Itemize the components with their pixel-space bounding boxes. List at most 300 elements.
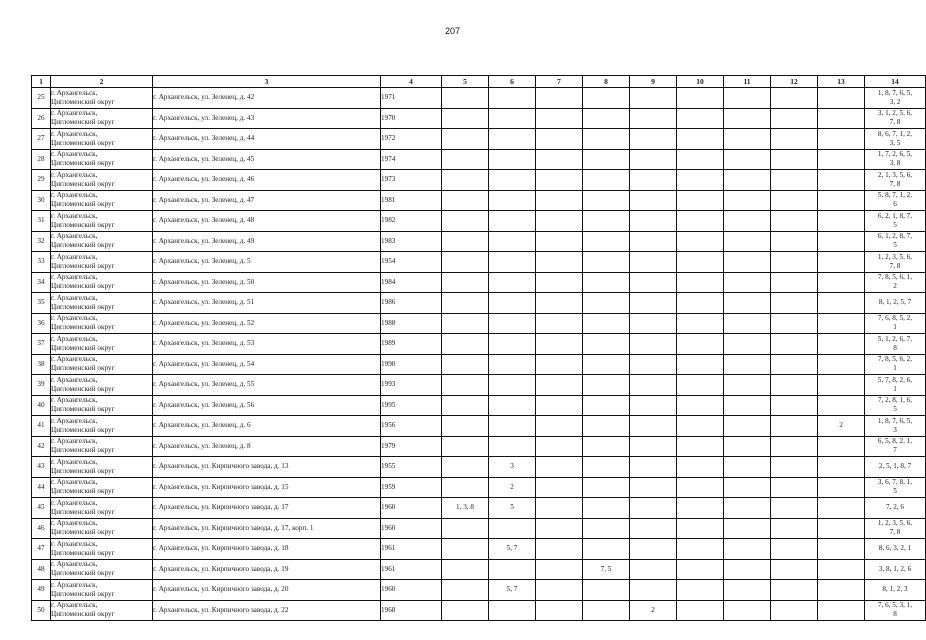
table-row <box>32 477 926 498</box>
value-cell-5 <box>442 190 489 211</box>
value-cell-10 <box>677 498 724 519</box>
table-row <box>32 211 926 232</box>
locality-line-city: г. Архангельск, <box>51 88 98 97</box>
table-row <box>32 518 926 539</box>
value-cell-5 <box>442 313 489 334</box>
locality-cell <box>51 375 153 396</box>
value-cell-9 <box>630 108 677 129</box>
sequence-line-1: 8, 1, 2, 3 <box>882 585 908 594</box>
value-cell-5 <box>442 272 489 293</box>
value-cell-13 <box>818 498 865 519</box>
value-cell-10 <box>677 457 724 478</box>
sequence-cell <box>865 313 926 334</box>
value-cell-6 <box>489 231 536 252</box>
value-cell-13 <box>818 539 865 560</box>
value-cell-12 <box>771 252 818 273</box>
table-row <box>32 170 926 191</box>
row-number-cell: 41 <box>32 416 51 437</box>
sequence-line-1: 3, 6, 7, 8, 1, <box>877 478 913 487</box>
locality-line-district: Цигломенский округ <box>51 384 115 393</box>
address-cell: г. Архангельск, ул. Зеленец, д. 5 <box>153 252 381 273</box>
sequence-cell <box>865 498 926 519</box>
address-cell: г. Архангельск, ул. Зеленец, д. 43 <box>153 108 381 129</box>
locality-line-district: Цигломенский округ <box>51 589 115 598</box>
value-cell-7 <box>536 334 583 355</box>
sequence-line-1: 8, 1, 2, 5, 7 <box>878 298 912 307</box>
sequence-line-1: 6, 1, 2, 8, 7, <box>877 232 913 241</box>
value-cell-7 <box>536 211 583 232</box>
value-cell-6 <box>489 272 536 293</box>
value-cell-7 <box>536 477 583 498</box>
row-number-cell: 39 <box>32 375 51 396</box>
value-cell-7 <box>536 559 583 580</box>
value-cell-13 <box>818 436 865 457</box>
locality-line-city: г. Архангельск, <box>51 560 98 569</box>
value-cell-5 <box>442 580 489 601</box>
value-cell-8 <box>583 149 630 170</box>
value-cell-6 <box>489 170 536 191</box>
value-cell-9 <box>630 436 677 457</box>
table-row <box>32 272 926 293</box>
value-cell-8 <box>583 88 630 109</box>
value-cell-9 <box>630 539 677 560</box>
value-cell-12 <box>771 88 818 109</box>
value-cell-11 <box>724 375 771 396</box>
value-cell-10 <box>677 252 724 273</box>
value-cell-7 <box>536 580 583 601</box>
value-cell-11 <box>724 559 771 580</box>
value-cell-10 <box>677 211 724 232</box>
sequence-line-1: 3, 1, 2, 5, 6, <box>877 109 913 118</box>
year-cell: 1961 <box>381 559 442 580</box>
value-cell-12 <box>771 354 818 375</box>
locality-line-city: г. Архангельск, <box>51 437 98 446</box>
row-number-cell: 47 <box>32 539 51 560</box>
value-cell-8 <box>583 436 630 457</box>
value-cell-13 <box>818 334 865 355</box>
row-number-cell: 31 <box>32 211 51 232</box>
value-cell-5 <box>442 231 489 252</box>
row-number-cell: 42 <box>32 436 51 457</box>
year-cell: 1971 <box>381 88 442 109</box>
row-number-cell: 45 <box>32 498 51 519</box>
sequence-line-1: 8, 6, 3, 2, 1 <box>878 544 912 553</box>
locality-cell <box>51 190 153 211</box>
value-cell-10 <box>677 231 724 252</box>
sequence-line-2: 3 <box>893 425 897 434</box>
value-cell-5 <box>442 600 489 621</box>
sequence-line-1: 2, 5, 1, 8, 7 <box>878 462 912 471</box>
year-cell: 1989 <box>381 334 442 355</box>
sequence-line-2: 3, 5 <box>889 138 901 147</box>
value-cell-13 <box>818 313 865 334</box>
value-cell-10 <box>677 416 724 437</box>
value-cell-11 <box>724 416 771 437</box>
table-row <box>32 293 926 314</box>
value-cell-9 <box>630 375 677 396</box>
locality-cell <box>51 354 153 375</box>
locality-line-city: г. Архангельск, <box>51 539 98 548</box>
value-cell-10 <box>677 354 724 375</box>
value-cell-8 <box>583 580 630 601</box>
value-cell-13 <box>818 354 865 375</box>
value-cell-10 <box>677 375 724 396</box>
locality-line-district: Цигломенский округ <box>51 241 115 250</box>
locality-cell <box>51 477 153 498</box>
value-cell-9 <box>630 313 677 334</box>
sequence-cell <box>865 457 926 478</box>
value-cell-6: 2 <box>489 477 536 498</box>
sequence-line-1: 1, 8, 7, 6, 5, <box>877 416 913 425</box>
value-cell-9 <box>630 477 677 498</box>
value-cell-6 <box>489 108 536 129</box>
value-cell-6 <box>489 518 536 539</box>
sequence-line-2: 8 <box>893 343 897 352</box>
address-cell: г. Архангельск, ул. Зеленец, д. 46 <box>153 170 381 191</box>
table-row <box>32 498 926 519</box>
value-cell-9 <box>630 457 677 478</box>
locality-cell <box>51 313 153 334</box>
value-cell-13 <box>818 580 865 601</box>
value-cell-8 <box>583 539 630 560</box>
value-cell-5 <box>442 252 489 273</box>
value-cell-10 <box>677 129 724 150</box>
locality-cell <box>51 129 153 150</box>
value-cell-9 <box>630 272 677 293</box>
value-cell-10 <box>677 313 724 334</box>
locality-line-district: Цигломенский округ <box>51 507 115 516</box>
table-row <box>32 457 926 478</box>
table-row <box>32 129 926 150</box>
table-row <box>32 416 926 437</box>
header-cell: 3 <box>153 76 381 88</box>
value-cell-8: 7, 5 <box>583 559 630 580</box>
sequence-line-1: 1, 2, 3, 5, 6, <box>877 519 913 528</box>
value-cell-7 <box>536 293 583 314</box>
locality-line-district: Цигломенский округ <box>51 528 115 537</box>
value-cell-12 <box>771 190 818 211</box>
year-cell: 1959 <box>381 477 442 498</box>
value-cell-10 <box>677 580 724 601</box>
locality-line-city: г. Архангельск, <box>51 109 98 118</box>
value-cell-12 <box>771 293 818 314</box>
locality-cell <box>51 231 153 252</box>
value-cell-5 <box>442 211 489 232</box>
value-cell-5 <box>442 88 489 109</box>
address-cell: г. Архангельск, ул. Зеленец, д. 54 <box>153 354 381 375</box>
value-cell-13 <box>818 190 865 211</box>
address-cell: г. Архангельск, ул. Зеленец, д. 8 <box>153 436 381 457</box>
sequence-cell <box>865 354 926 375</box>
value-cell-5 <box>442 334 489 355</box>
sequence-line-2: 6 <box>893 200 897 209</box>
value-cell-6 <box>489 354 536 375</box>
value-cell-5: 1, 3, 8 <box>442 498 489 519</box>
header-cell: 8 <box>583 76 630 88</box>
locality-line-city: г. Архангельск, <box>51 478 98 487</box>
value-cell-7 <box>536 375 583 396</box>
locality-line-city: г. Архангельск, <box>51 293 98 302</box>
year-cell: 1984 <box>381 272 442 293</box>
year-cell: 1986 <box>381 293 442 314</box>
sequence-line-1: 7, 6, 8, 5, 2, <box>877 314 913 323</box>
table-header <box>32 76 926 88</box>
value-cell-8 <box>583 252 630 273</box>
value-cell-8 <box>583 498 630 519</box>
value-cell-13 <box>818 211 865 232</box>
sequence-line-1: 8, 6, 7, 1, 2, <box>877 129 913 138</box>
locality-cell <box>51 108 153 129</box>
value-cell-9 <box>630 334 677 355</box>
value-cell-7 <box>536 149 583 170</box>
row-number-cell: 40 <box>32 395 51 416</box>
sequence-cell <box>865 190 926 211</box>
row-number-cell: 37 <box>32 334 51 355</box>
value-cell-11 <box>724 252 771 273</box>
locality-line-city: г. Архангельск, <box>51 273 98 282</box>
locality-line-district: Цигломенский округ <box>51 446 115 455</box>
value-cell-11 <box>724 231 771 252</box>
value-cell-12 <box>771 395 818 416</box>
sequence-line-1: 1, 2, 3, 5, 6, <box>877 252 913 261</box>
sequence-line-2: 2 <box>893 282 897 291</box>
locality-line-district: Цигломенский округ <box>51 179 115 188</box>
header-cell: 4 <box>381 76 442 88</box>
sequence-cell <box>865 211 926 232</box>
address-cell: г. Архангельск, ул. Зеленец, д. 49 <box>153 231 381 252</box>
value-cell-5 <box>442 375 489 396</box>
table-row <box>32 539 926 560</box>
value-cell-6 <box>489 395 536 416</box>
value-cell-11 <box>724 211 771 232</box>
sequence-cell <box>865 395 926 416</box>
sequence-cell <box>865 149 926 170</box>
value-cell-12 <box>771 211 818 232</box>
value-cell-11 <box>724 170 771 191</box>
value-cell-12 <box>771 108 818 129</box>
value-cell-8 <box>583 600 630 621</box>
address-cell: г. Архангельск, ул. Зеленец, д. 42 <box>153 88 381 109</box>
row-number-cell: 32 <box>32 231 51 252</box>
address-cell: г. Архангельск, ул. Зеленец, д. 6 <box>153 416 381 437</box>
address-cell: г. Архангельск, ул. Зеленец, д. 45 <box>153 149 381 170</box>
sequence-line-1: 7, 8, 5, 6, 1, <box>877 273 913 282</box>
value-cell-13 <box>818 170 865 191</box>
sequence-cell <box>865 129 926 150</box>
value-cell-10 <box>677 518 724 539</box>
value-cell-11 <box>724 498 771 519</box>
value-cell-10 <box>677 436 724 457</box>
value-cell-8 <box>583 170 630 191</box>
value-cell-8 <box>583 272 630 293</box>
sequence-line-2: 5 <box>893 405 897 414</box>
value-cell-7 <box>536 498 583 519</box>
value-cell-10 <box>677 600 724 621</box>
value-cell-8 <box>583 313 630 334</box>
value-cell-9 <box>630 559 677 580</box>
year-cell: 1960 <box>381 498 442 519</box>
value-cell-13 <box>818 231 865 252</box>
value-cell-12 <box>771 416 818 437</box>
table-row <box>32 395 926 416</box>
value-cell-6: 5, 7 <box>489 539 536 560</box>
locality-line-city: г. Архангельск, <box>51 211 98 220</box>
sequence-line-1: 7, 6, 5, 3, 1, <box>877 601 913 610</box>
value-cell-9 <box>630 293 677 314</box>
table-row <box>32 436 926 457</box>
value-cell-9 <box>630 190 677 211</box>
value-cell-12 <box>771 231 818 252</box>
sequence-line-1: 1, 7, 2, 6, 5, <box>877 150 913 159</box>
year-cell: 1973 <box>381 170 442 191</box>
table-row <box>32 559 926 580</box>
value-cell-6 <box>489 375 536 396</box>
value-cell-10 <box>677 539 724 560</box>
value-cell-8 <box>583 190 630 211</box>
sequence-line-1: 2, 1, 3, 5, 6, <box>877 170 913 179</box>
value-cell-6 <box>489 88 536 109</box>
row-number-cell: 28 <box>32 149 51 170</box>
value-cell-9 <box>630 231 677 252</box>
value-cell-6 <box>489 416 536 437</box>
table-row <box>32 600 926 621</box>
locality-cell <box>51 334 153 355</box>
locality-line-city: г. Архангельск, <box>51 580 98 589</box>
table-row <box>32 334 926 355</box>
value-cell-7 <box>536 518 583 539</box>
locality-line-district: Цигломенский округ <box>51 548 115 557</box>
sequence-line-2: 1 <box>893 384 897 393</box>
value-cell-7 <box>536 108 583 129</box>
value-cell-5 <box>442 129 489 150</box>
value-cell-6 <box>489 211 536 232</box>
locality-cell <box>51 600 153 621</box>
year-cell: 1954 <box>381 252 442 273</box>
row-number-cell: 36 <box>32 313 51 334</box>
value-cell-13 <box>818 559 865 580</box>
year-cell: 1960 <box>381 580 442 601</box>
address-cell: г. Архангельск, ул. Кирпичного завода, д. 22 <box>153 600 381 621</box>
sequence-line-1: 6, 2, 1, 8, 7, <box>877 211 913 220</box>
sequence-cell <box>865 108 926 129</box>
table-row <box>32 231 926 252</box>
value-cell-6 <box>489 129 536 150</box>
value-cell-6: 5 <box>489 498 536 519</box>
value-cell-12 <box>771 375 818 396</box>
value-cell-6 <box>489 334 536 355</box>
locality-cell <box>51 436 153 457</box>
value-cell-5 <box>442 539 489 560</box>
value-cell-11 <box>724 129 771 150</box>
locality-line-district: Цигломенский округ <box>51 487 115 496</box>
header-cell: 5 <box>442 76 489 88</box>
sequence-cell <box>865 580 926 601</box>
sequence-cell <box>865 477 926 498</box>
value-cell-11 <box>724 149 771 170</box>
address-cell: г. Архангельск, ул. Кирпичного завода, д. 18 <box>153 539 381 560</box>
value-cell-8 <box>583 375 630 396</box>
sequence-cell <box>865 272 926 293</box>
sequence-line-2: 1 <box>893 364 897 373</box>
row-number-cell: 33 <box>32 252 51 273</box>
value-cell-13 <box>818 88 865 109</box>
locality-line-district: Цигломенский округ <box>51 220 115 229</box>
value-cell-8 <box>583 416 630 437</box>
sequence-line-2: 3, 2 <box>889 97 901 106</box>
value-cell-10 <box>677 477 724 498</box>
value-cell-7 <box>536 88 583 109</box>
value-cell-8 <box>583 293 630 314</box>
data-table <box>31 75 926 621</box>
value-cell-13 <box>818 395 865 416</box>
header-cell: 7 <box>536 76 583 88</box>
locality-line-city: г. Архангельск, <box>51 314 98 323</box>
year-cell: 1974 <box>381 149 442 170</box>
sequence-cell <box>865 416 926 437</box>
header-cell: 2 <box>51 76 153 88</box>
value-cell-13 <box>818 252 865 273</box>
value-cell-5 <box>442 518 489 539</box>
sequence-line-2: 1 <box>893 323 897 332</box>
value-cell-11 <box>724 108 771 129</box>
address-cell: г. Архангельск, ул. Зеленец, д. 48 <box>153 211 381 232</box>
locality-cell <box>51 539 153 560</box>
value-cell-9: 2 <box>630 600 677 621</box>
sequence-cell <box>865 539 926 560</box>
value-cell-10 <box>677 170 724 191</box>
header-row <box>32 76 926 88</box>
year-cell: 1995 <box>381 395 442 416</box>
locality-line-district: Цигломенский округ <box>51 261 115 270</box>
locality-line-district: Цигломенский округ <box>51 610 115 619</box>
locality-line-district: Цигломенский округ <box>51 97 115 106</box>
address-cell: г. Архангельск, ул. Зеленец, д. 52 <box>153 313 381 334</box>
year-cell: 1956 <box>381 416 442 437</box>
locality-cell <box>51 272 153 293</box>
sequence-line-2: 7, 8 <box>889 118 901 127</box>
value-cell-9 <box>630 129 677 150</box>
address-cell: г. Архангельск, ул. Зеленец, д. 44 <box>153 129 381 150</box>
value-cell-12 <box>771 539 818 560</box>
locality-line-city: г. Архангельск, <box>51 355 98 364</box>
locality-cell <box>51 170 153 191</box>
locality-line-city: г. Архангельск, <box>51 396 98 405</box>
locality-line-district: Цигломенский округ <box>51 466 115 475</box>
value-cell-11 <box>724 334 771 355</box>
value-cell-10 <box>677 395 724 416</box>
locality-cell <box>51 293 153 314</box>
value-cell-7 <box>536 600 583 621</box>
table-row <box>32 252 926 273</box>
locality-line-city: г. Архангельск, <box>51 457 98 466</box>
table-row <box>32 149 926 170</box>
sequence-cell <box>865 375 926 396</box>
value-cell-12 <box>771 518 818 539</box>
sequence-line-1: 6, 5, 8, 2, 1, <box>877 437 913 446</box>
year-cell: 1981 <box>381 190 442 211</box>
value-cell-11 <box>724 313 771 334</box>
value-cell-9 <box>630 170 677 191</box>
value-cell-12 <box>771 436 818 457</box>
value-cell-11 <box>724 580 771 601</box>
row-number-cell: 26 <box>32 108 51 129</box>
value-cell-13 <box>818 457 865 478</box>
sequence-line-2: 3, 8 <box>889 159 901 168</box>
value-cell-6 <box>489 313 536 334</box>
table-row <box>32 313 926 334</box>
value-cell-5 <box>442 477 489 498</box>
sequence-line-1: 5, 1, 2, 6, 7, <box>877 334 913 343</box>
